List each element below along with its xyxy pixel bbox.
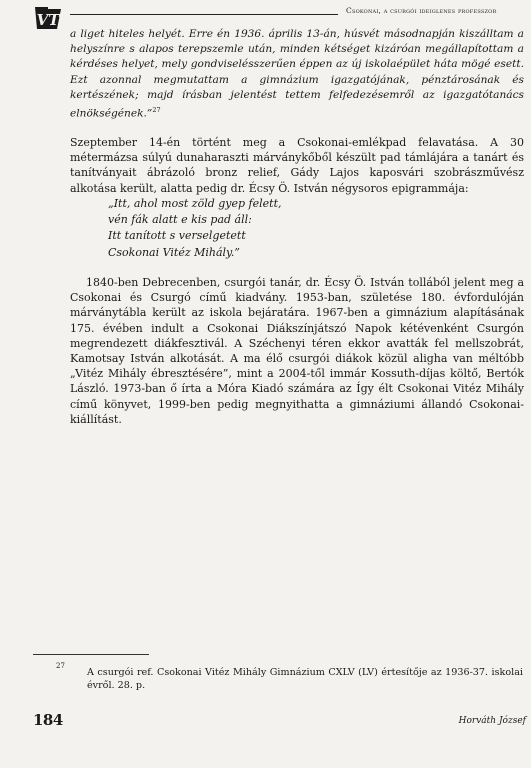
poem-line: „Itt, ahol most zöld gyep felett, [108, 197, 282, 210]
footnote-rule [33, 654, 149, 655]
footnote-ref: 27 [152, 106, 161, 115]
page-number: 184 [33, 711, 63, 729]
poem-line: Csokonai Vitéz Mihály.” [108, 245, 240, 259]
poem-line: vén fák alatt e kis pad áll: [108, 213, 252, 227]
paragraph-history: 1840-ben Debrecenben, csurgói tanár, dr. Écsy Ö. István tollából jelent meg a Csokonai és Csurgó című kiadvány. 1953-ban, születése 180. évfordulóján márványtábla került az iskola bejáratára. 1967-ben a gimnázium alapításának 175. évében indult a Csokonai Diákszínjátszó Napok kétévenként Csurgón megrendezett diákfesztivál. A Széchenyi téren ekkor avatták fel mellszobrát, Kamotsay István alkotását. A ma élő csurgói diákok közül aligha van méltóbb „Vitéz Mihály ébresztésére”, mint a 2004-től immár Kossuth-díjas költő, Bertók László. 1973-ban ő írta a Móra Kiadó számára az Így élt Csokonai Vitéz Mihály című könyvet, 1999-ben pedig megnyithatta a gimnáziumi állandó Csokonai-kiállítást. [70, 276, 524, 426]
epigram-poem [108, 196, 408, 261]
paragraph-memorial-bench: Szeptember 14-én történt meg a Csokonai-emlékpad felavatása. A 30 métermázsa súlyú dunaharaszti márványkőből készült pad támlájára a tanárt és tanítványait ábrázoló bronz relief, Gády Lajos kaposvári szobrászművész alkotása került, alatta pedig dr. Écsy Ö. István négysoros epigrammája: [70, 136, 524, 195]
running-header: Csokonai, a csurgói ideiglenes professzor [346, 6, 497, 15]
quote-block [70, 27, 524, 122]
logo-text: VT [36, 11, 60, 29]
footnote-number: 27 [56, 662, 65, 670]
journal-logo [33, 4, 63, 32]
quote-text: a liget hiteles helyét. Erre én 1936. április 13-án, húsvét másodnapján kiszálltam a helyszínre s alapos terepszemle után, minden kétséget kizáróan megállapítottam a kérdéses helyet, mely gondviselésszerűen éppen az új iskolaépület háta mögé esett. Ezt azonnal megmutattam a gimnázium igazgatójának, pénztárosának és kertészének; majd írásban jelentést tettem felfedezésemről az igazgatótanács elnökségének.” [70, 28, 524, 120]
header-rule [70, 14, 338, 15]
poem-line: Itt tanított s verselgetett [108, 229, 246, 243]
author-name: Horváth József [458, 716, 526, 726]
footnote-text: A csurgói ref. Csokonai Vitéz Mihály Gimnázium CXLV (LV) értesítője az 1936-37. iskolai évről. 28. p. [87, 667, 523, 691]
